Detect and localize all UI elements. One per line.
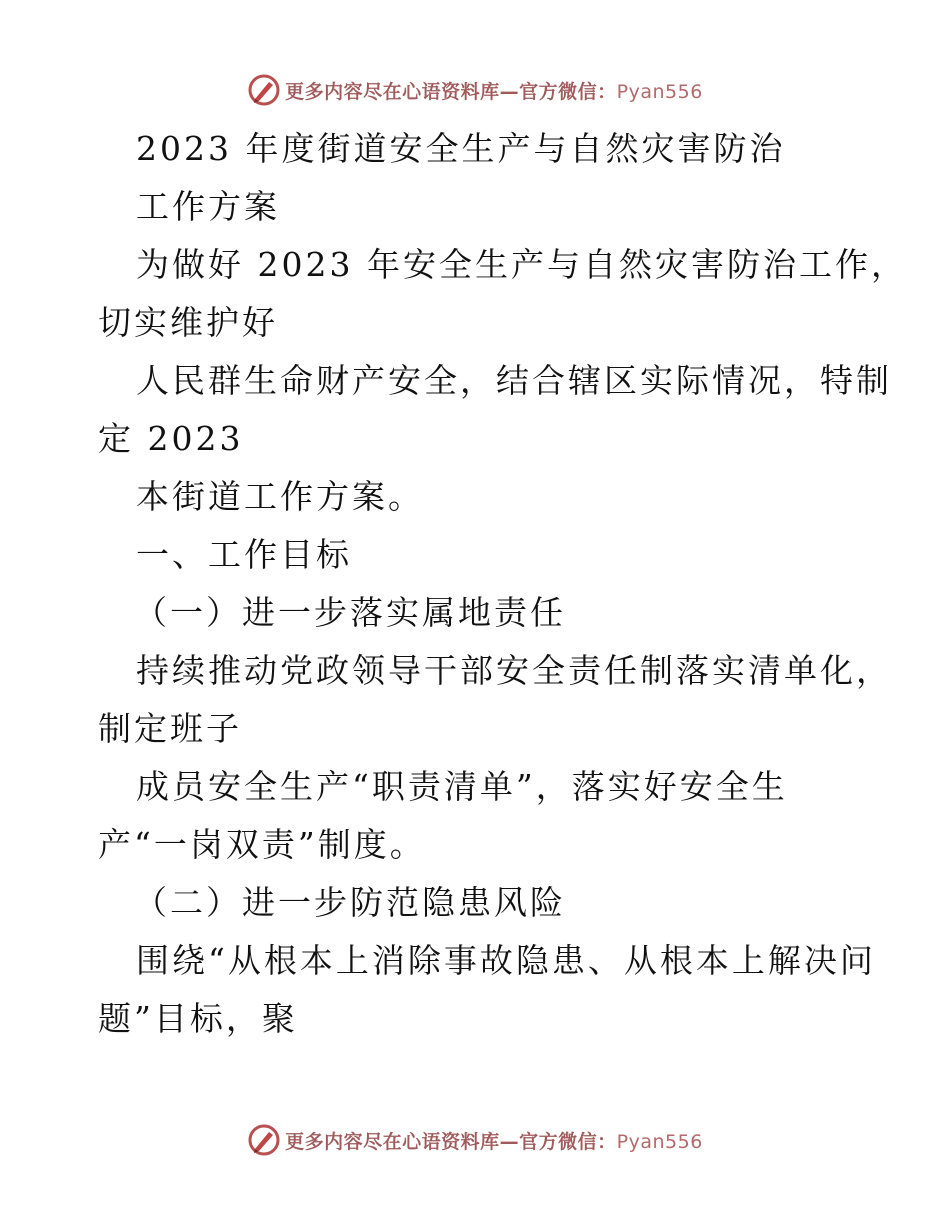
banner-text: 更多内容尽在心语资料库—官方微信：Pyan556: [285, 1130, 703, 1153]
footer-watermark-banner: [0, 1120, 950, 1160]
pen-logo-icon: [247, 73, 281, 107]
banner-wechat-id: Pyan556: [616, 1130, 703, 1153]
document-title-line-2: 工作方案: [136, 187, 280, 226]
paragraph-line: 制定班子: [98, 709, 242, 748]
paragraph-line: 题”目标，聚: [98, 999, 298, 1038]
paragraph-line: 围绕“从根本上消除事故隐患、从根本上解决问: [136, 941, 876, 980]
header-watermark-banner: [0, 70, 950, 110]
document-body: [98, 120, 907, 1048]
pen-logo-icon: [247, 1123, 281, 1157]
paragraph-line: 持续推动党政领导干部安全责任制落实清单化，: [136, 651, 892, 690]
subsection-heading: （一）进一步落实属地责任: [134, 593, 566, 632]
paragraph-line: 切实维护好: [98, 303, 278, 342]
paragraph-line: 人民群生命财产安全，结合辖区实际情况，特制: [136, 361, 892, 400]
subsection-heading: （二）进一步防范隐患风险: [134, 883, 566, 922]
document-title-line-1: 2023 年度街道安全生产与自然灾害防治: [136, 129, 786, 168]
paragraph-line: 为做好 2023 年安全生产与自然灾害防治工作，: [136, 245, 907, 284]
paragraph-line: 本街道工作方案。: [136, 477, 424, 516]
banner-wechat-id: Pyan556: [616, 80, 703, 103]
section-heading: 一、工作目标: [136, 535, 352, 574]
paragraph-line: 产“一岗双责”制度。: [98, 825, 426, 864]
banner-text: 更多内容尽在心语资料库—官方微信：Pyan556: [285, 80, 703, 103]
paragraph-line: 成员安全生产“职责清单”，落实好安全生: [136, 767, 788, 806]
paragraph-line: 定 2023: [98, 419, 244, 458]
